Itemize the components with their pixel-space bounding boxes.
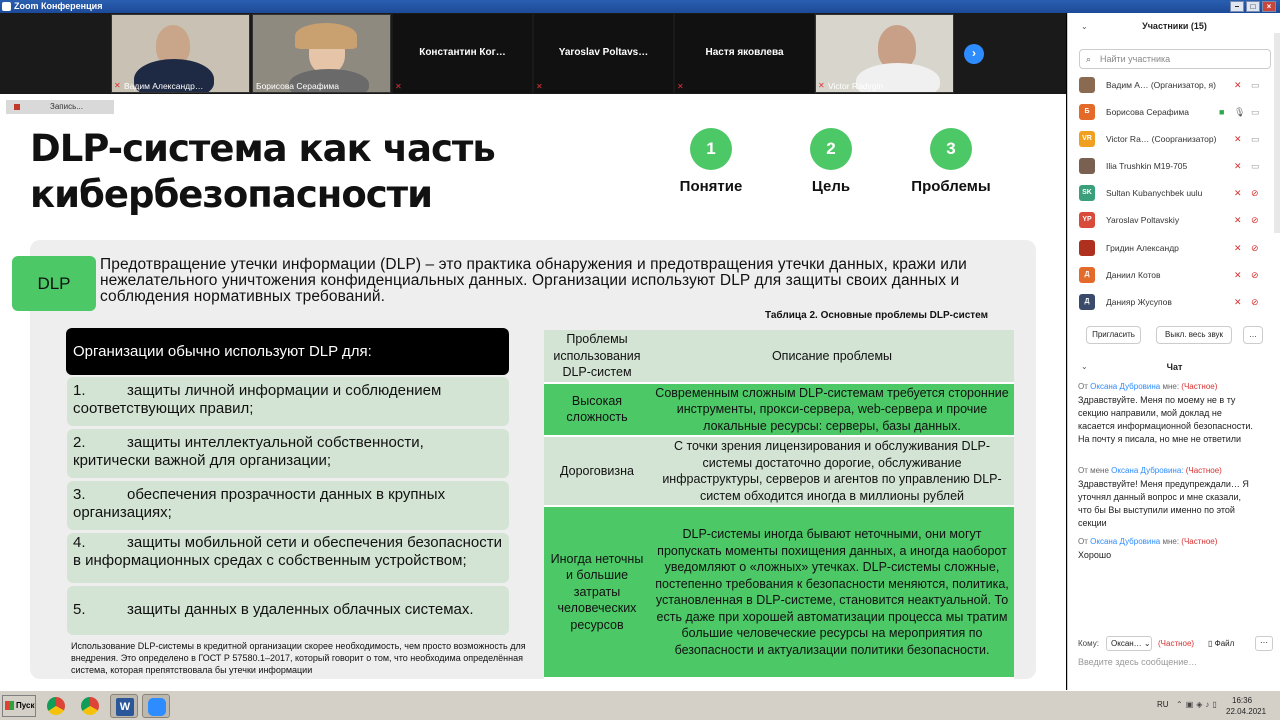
table-row (544, 506, 1014, 678)
participant-row[interactable] (1079, 210, 1279, 230)
tile-name: Victor Radygin (828, 81, 884, 91)
dlp-definition: Предотвращение утечки информации (DLP) – это практика обнаружения и предотвращения утечки данных, кражи или нежелательного уничтожения конфиденциальных данных. Организации используют DLP для защиты своих данных и соблюдения нормативных требований. (100, 256, 967, 305)
video-icon[interactable]: ▭ (1251, 134, 1260, 144)
chat-message-meta (1078, 466, 1222, 475)
chat-message: Здравствуйте! Меня предупреждали… Я уточнял данный вопрос и мне сказали, что бы Вы выступили именно по этой секции (1078, 479, 1249, 528)
video-icon[interactable]: ▭ (1251, 80, 1260, 90)
minimize-button[interactable]: – (1230, 1, 1244, 12)
chat-message: Хорошо (1078, 550, 1112, 560)
avatar (1079, 158, 1095, 174)
word-icon: W (116, 698, 134, 716)
table-cell-problem: Высокая сложность (544, 383, 650, 437)
zoom-icon (2, 2, 11, 11)
video-tile[interactable] (675, 14, 814, 93)
step-number: 3 (930, 128, 972, 170)
file-button[interactable]: ▯ Файл (1208, 639, 1235, 648)
recipient-value: Оксан… (1111, 639, 1142, 648)
list-item (67, 429, 509, 478)
list-item-number: 3. (73, 486, 86, 503)
list-item-text: защиты личной информации и соблюдением соответствующих правил; (73, 382, 442, 417)
table-row (544, 436, 1014, 506)
record-icon (14, 104, 20, 110)
step-problems (896, 128, 1006, 195)
scrollbar[interactable] (1274, 33, 1280, 233)
video-icon[interactable]: ▭ (1251, 107, 1260, 117)
slide-footnote: Использование DLP-системы в кредитной организации скорее необходимость, чем просто возможность для внедрения. Это определено в ГОСТ Р 57580.1–2017, который говорит о том, что необходима определённая система, которая препятствовала бы утечки информации (71, 641, 526, 675)
list-item-text: защиты данных в удаленных облачных системах. (127, 601, 474, 618)
participant-row[interactable] (1079, 156, 1279, 176)
avatar (1079, 240, 1095, 256)
tray-icons[interactable]: ⌃▣◈♪▯ (1176, 700, 1220, 709)
avatar: Б (1079, 104, 1095, 120)
video-tile[interactable] (393, 14, 532, 93)
language-indicator[interactable]: RU (1157, 700, 1169, 709)
participant-name: Борисова Серафима (1106, 107, 1189, 117)
chat-privacy: (Частное) (1185, 466, 1222, 475)
word-app-button[interactable] (110, 694, 138, 718)
taskbar (0, 690, 1280, 720)
video-icon[interactable]: ▭ (1251, 161, 1260, 171)
start-button[interactable] (2, 695, 36, 717)
chat-privacy-label: (Частное) (1158, 639, 1195, 648)
maximize-button[interactable]: □ (1246, 1, 1260, 12)
side-panel (1067, 13, 1280, 690)
list-item (67, 586, 509, 635)
mic-muted-icon: ✕ (395, 82, 402, 91)
chat-more-button[interactable]: ··· (1255, 636, 1273, 651)
mic-muted-icon: ✕ (677, 82, 684, 91)
mic-muted-icon[interactable]: ✕ (1234, 297, 1242, 307)
list-item-number: 2. (73, 434, 86, 451)
step-label: Понятие (679, 178, 743, 195)
video-tile[interactable] (815, 14, 954, 93)
participant-row[interactable] (1079, 183, 1279, 203)
chrome-app-button[interactable] (76, 694, 104, 718)
participant-name: Ilia Trushkin M19-705 (1106, 161, 1188, 171)
mic-muted-icon: ✕ (818, 81, 825, 90)
video-strip (0, 13, 1066, 94)
collapse-chat-icon[interactable]: ⌄ (1081, 362, 1088, 371)
participant-video (295, 23, 357, 49)
video-off-icon[interactable]: ⊘ (1251, 297, 1259, 307)
step-concept (656, 128, 766, 195)
video-off-icon[interactable]: ⊘ (1251, 243, 1259, 253)
chat-message-meta (1078, 537, 1217, 546)
chat-recipient-select[interactable]: Оксан… ⌄ (1106, 636, 1152, 651)
chat-message-meta (1078, 382, 1217, 391)
chat-message-input[interactable]: Введите здесь сообщение… (1078, 657, 1198, 667)
table-caption: Таблица 2. Основные проблемы DLP-систем (765, 310, 989, 321)
list-item-text: обеспечения прозрачности данных в крупных организациях; (73, 486, 446, 521)
clock-time[interactable]: 16:36 (1232, 696, 1253, 705)
table-cell-description: Современным сложным DLP-системам требуется сторонние инструменты, прокси-сервера, web-сервера и прочие локальные ресурсы: серверы, базы данных. (650, 383, 1014, 437)
list-item (67, 481, 509, 530)
avatar: Д (1079, 267, 1095, 283)
list-item-text: защиты мобильной сети и обеспечения безопасности в информационных средах с собственным устройством; (73, 534, 502, 569)
participant-name: Вадим А… (Организатор, я) (1106, 80, 1216, 90)
mute-all-button[interactable]: Выкл. весь звук (1156, 326, 1232, 344)
zoom-icon (148, 698, 166, 716)
table-cell-description: С точки зрения лицензирования и обслуживания DLP-системы достаточно дорогие, обслуживание инфраструктуры, серверов и агентов по управлению DLP-систем обходится иногда в миллионы рублей (650, 436, 1014, 506)
collapse-participants-icon[interactable]: ⌄ (1081, 22, 1088, 31)
mic-muted-icon[interactable]: ✕ (1234, 188, 1242, 198)
table-header-cell: Проблемы использования DLP-систем (544, 330, 650, 383)
search-icon: ⌕ (1086, 54, 1092, 64)
window-title: Zoom Конференция (14, 1, 103, 11)
list-heading: Организации обычно используют DLP для: (66, 328, 509, 375)
participant-name: Sultan Kubanychbek uulu (1106, 188, 1203, 198)
participant-name: Victor Ra… (Соорганизатор) (1106, 134, 1217, 144)
search-placeholder: Найти участника (1100, 54, 1171, 64)
list-item (67, 533, 509, 583)
mic-icon[interactable]: 🎙 (1234, 107, 1246, 117)
table-header-row (544, 330, 1014, 383)
next-page-button[interactable]: › (964, 44, 984, 64)
participants-title: Участники (15) (1142, 21, 1207, 31)
participant-row[interactable] (1079, 129, 1279, 149)
participant-name: Данияр Жусупов (1106, 297, 1172, 307)
mic-muted-icon[interactable]: ✕ (1234, 134, 1242, 144)
slide-title (30, 126, 590, 218)
participant-name: Даниил Котов (1106, 270, 1161, 280)
clock-date[interactable]: 22.04.2021 (1226, 707, 1267, 716)
table-header-cell: Описание проблемы (650, 330, 1014, 383)
mic-muted-icon[interactable]: ✕ (1234, 270, 1242, 280)
list-item-text: защиты интеллектуальной собственности, критически важной для организации; (73, 434, 424, 469)
mic-muted-icon: ✕ (114, 81, 121, 90)
list-item-number: 1. (73, 382, 86, 399)
video-tile[interactable] (252, 14, 391, 93)
video-off-icon[interactable]: ⊘ (1251, 188, 1259, 198)
avatar: Д (1079, 294, 1095, 310)
video-tile[interactable] (111, 14, 250, 93)
participant-search-input[interactable] (1079, 49, 1271, 69)
mic-muted-icon[interactable]: ✕ (1234, 161, 1242, 171)
mic-muted-icon[interactable]: ✕ (1234, 215, 1242, 225)
share-screen-icon: ■ (1219, 107, 1225, 117)
list-item-number: 5. (73, 601, 86, 618)
step-label: Проблемы (911, 178, 991, 195)
windows-logo-icon (5, 701, 14, 710)
participant-name: Гридин Александр (1106, 243, 1179, 253)
recording-indicator[interactable] (6, 100, 114, 114)
mic-muted-icon: ✕ (536, 82, 543, 91)
participant-row[interactable] (1079, 75, 1279, 95)
list-item (67, 377, 509, 426)
tile-name: Настя яковлева (705, 47, 784, 58)
avatar: YP (1079, 212, 1095, 228)
video-tile[interactable] (534, 14, 673, 93)
step-number: 2 (810, 128, 852, 170)
participant-name: Yaroslav Poltavskiy (1106, 215, 1180, 225)
avatar: SK (1079, 185, 1095, 201)
dlp-badge: DLP (12, 256, 96, 311)
tile-name: Вадим Александр… (124, 81, 204, 91)
table-cell-problem: Дороговизна (544, 436, 650, 506)
close-button[interactable]: × (1262, 1, 1276, 12)
mic-muted-icon[interactable]: ✕ (1234, 80, 1242, 90)
participant-row[interactable] (1079, 265, 1279, 285)
chrome-app-button[interactable] (42, 694, 70, 718)
step-label: Цель (811, 178, 851, 195)
participant-row[interactable] (1079, 238, 1279, 258)
step-goal (776, 128, 886, 195)
chat-sender[interactable]: Оксана Дубровина (1090, 382, 1161, 391)
participant-row[interactable] (1079, 292, 1279, 312)
chat-privacy: (Частное) (1181, 537, 1218, 546)
file-label: Файл (1214, 639, 1235, 648)
list-item-number: 4. (73, 534, 86, 551)
chat-title: Чат (1166, 362, 1183, 372)
chat-message: Здравствуйте. Меня по моему не в ту секцию направили, мой доклад не касается информационной безопасности. На почту я писала, но мне не ответили (1078, 395, 1253, 444)
slide-title-line: кибербезопасности (30, 173, 433, 216)
start-label: Пуск (16, 701, 35, 710)
table-row (544, 383, 1014, 437)
problems-table (544, 330, 1014, 679)
step-number: 1 (690, 128, 732, 170)
chat-from-prefix: От (1078, 537, 1088, 546)
chat-from-prefix: От мене (1078, 466, 1109, 475)
chat-recipient: мне: (1162, 382, 1180, 391)
tile-name: Yaroslav Poltavs… (558, 47, 649, 58)
chat-from-prefix: От (1078, 382, 1088, 391)
avatar: VR (1079, 131, 1095, 147)
invite-button[interactable]: Пригласить (1086, 326, 1141, 344)
table-cell-description: DLP-системы иногда бывают неточными, они могут пропускать моменты похищения данных, а иногда наоборот уведомляют о «ложных» утечках. DLP-системы сложные, постепенно требования к безопасности меняются, политика, установленная в DLP-системе, становится неактуальной. То есть даже при хорошей автоматизации процесса мы тратим большие человеческие ресурсы на мероприятия по безопасности и актуализации политики безопасности. (650, 506, 1014, 678)
chat-recipient: мне: (1162, 537, 1180, 546)
slide-title-line: DLP-система как часть (30, 127, 495, 170)
video-off-icon[interactable]: ⊘ (1251, 270, 1259, 280)
chrome-icon (47, 697, 65, 715)
tile-name: Константин Ког… (419, 47, 506, 58)
zoom-app-button[interactable] (142, 694, 170, 718)
video-off-icon[interactable]: ⊘ (1251, 215, 1259, 225)
participant-row[interactable] (1079, 102, 1279, 122)
chat-sender[interactable]: Оксана Дубровина: (1111, 466, 1184, 475)
window-controls (1230, 1, 1276, 12)
chat-privacy: (Частное) (1181, 382, 1218, 391)
tile-name: Борисова Серафима (256, 81, 339, 91)
window-titlebar (0, 0, 1280, 13)
more-options-button[interactable]: … (1243, 326, 1263, 344)
chat-to-label: Кому: (1078, 639, 1099, 648)
chat-sender[interactable]: Оксана Дубровина (1090, 537, 1161, 546)
recording-label: Запись... (50, 102, 83, 111)
table-cell-problem: Иногда неточны и большие затраты человеческих ресурсов (544, 506, 650, 678)
shared-screen (0, 94, 1066, 690)
mic-muted-icon[interactable]: ✕ (1234, 243, 1242, 253)
avatar (1079, 77, 1095, 93)
chrome-icon (81, 697, 99, 715)
